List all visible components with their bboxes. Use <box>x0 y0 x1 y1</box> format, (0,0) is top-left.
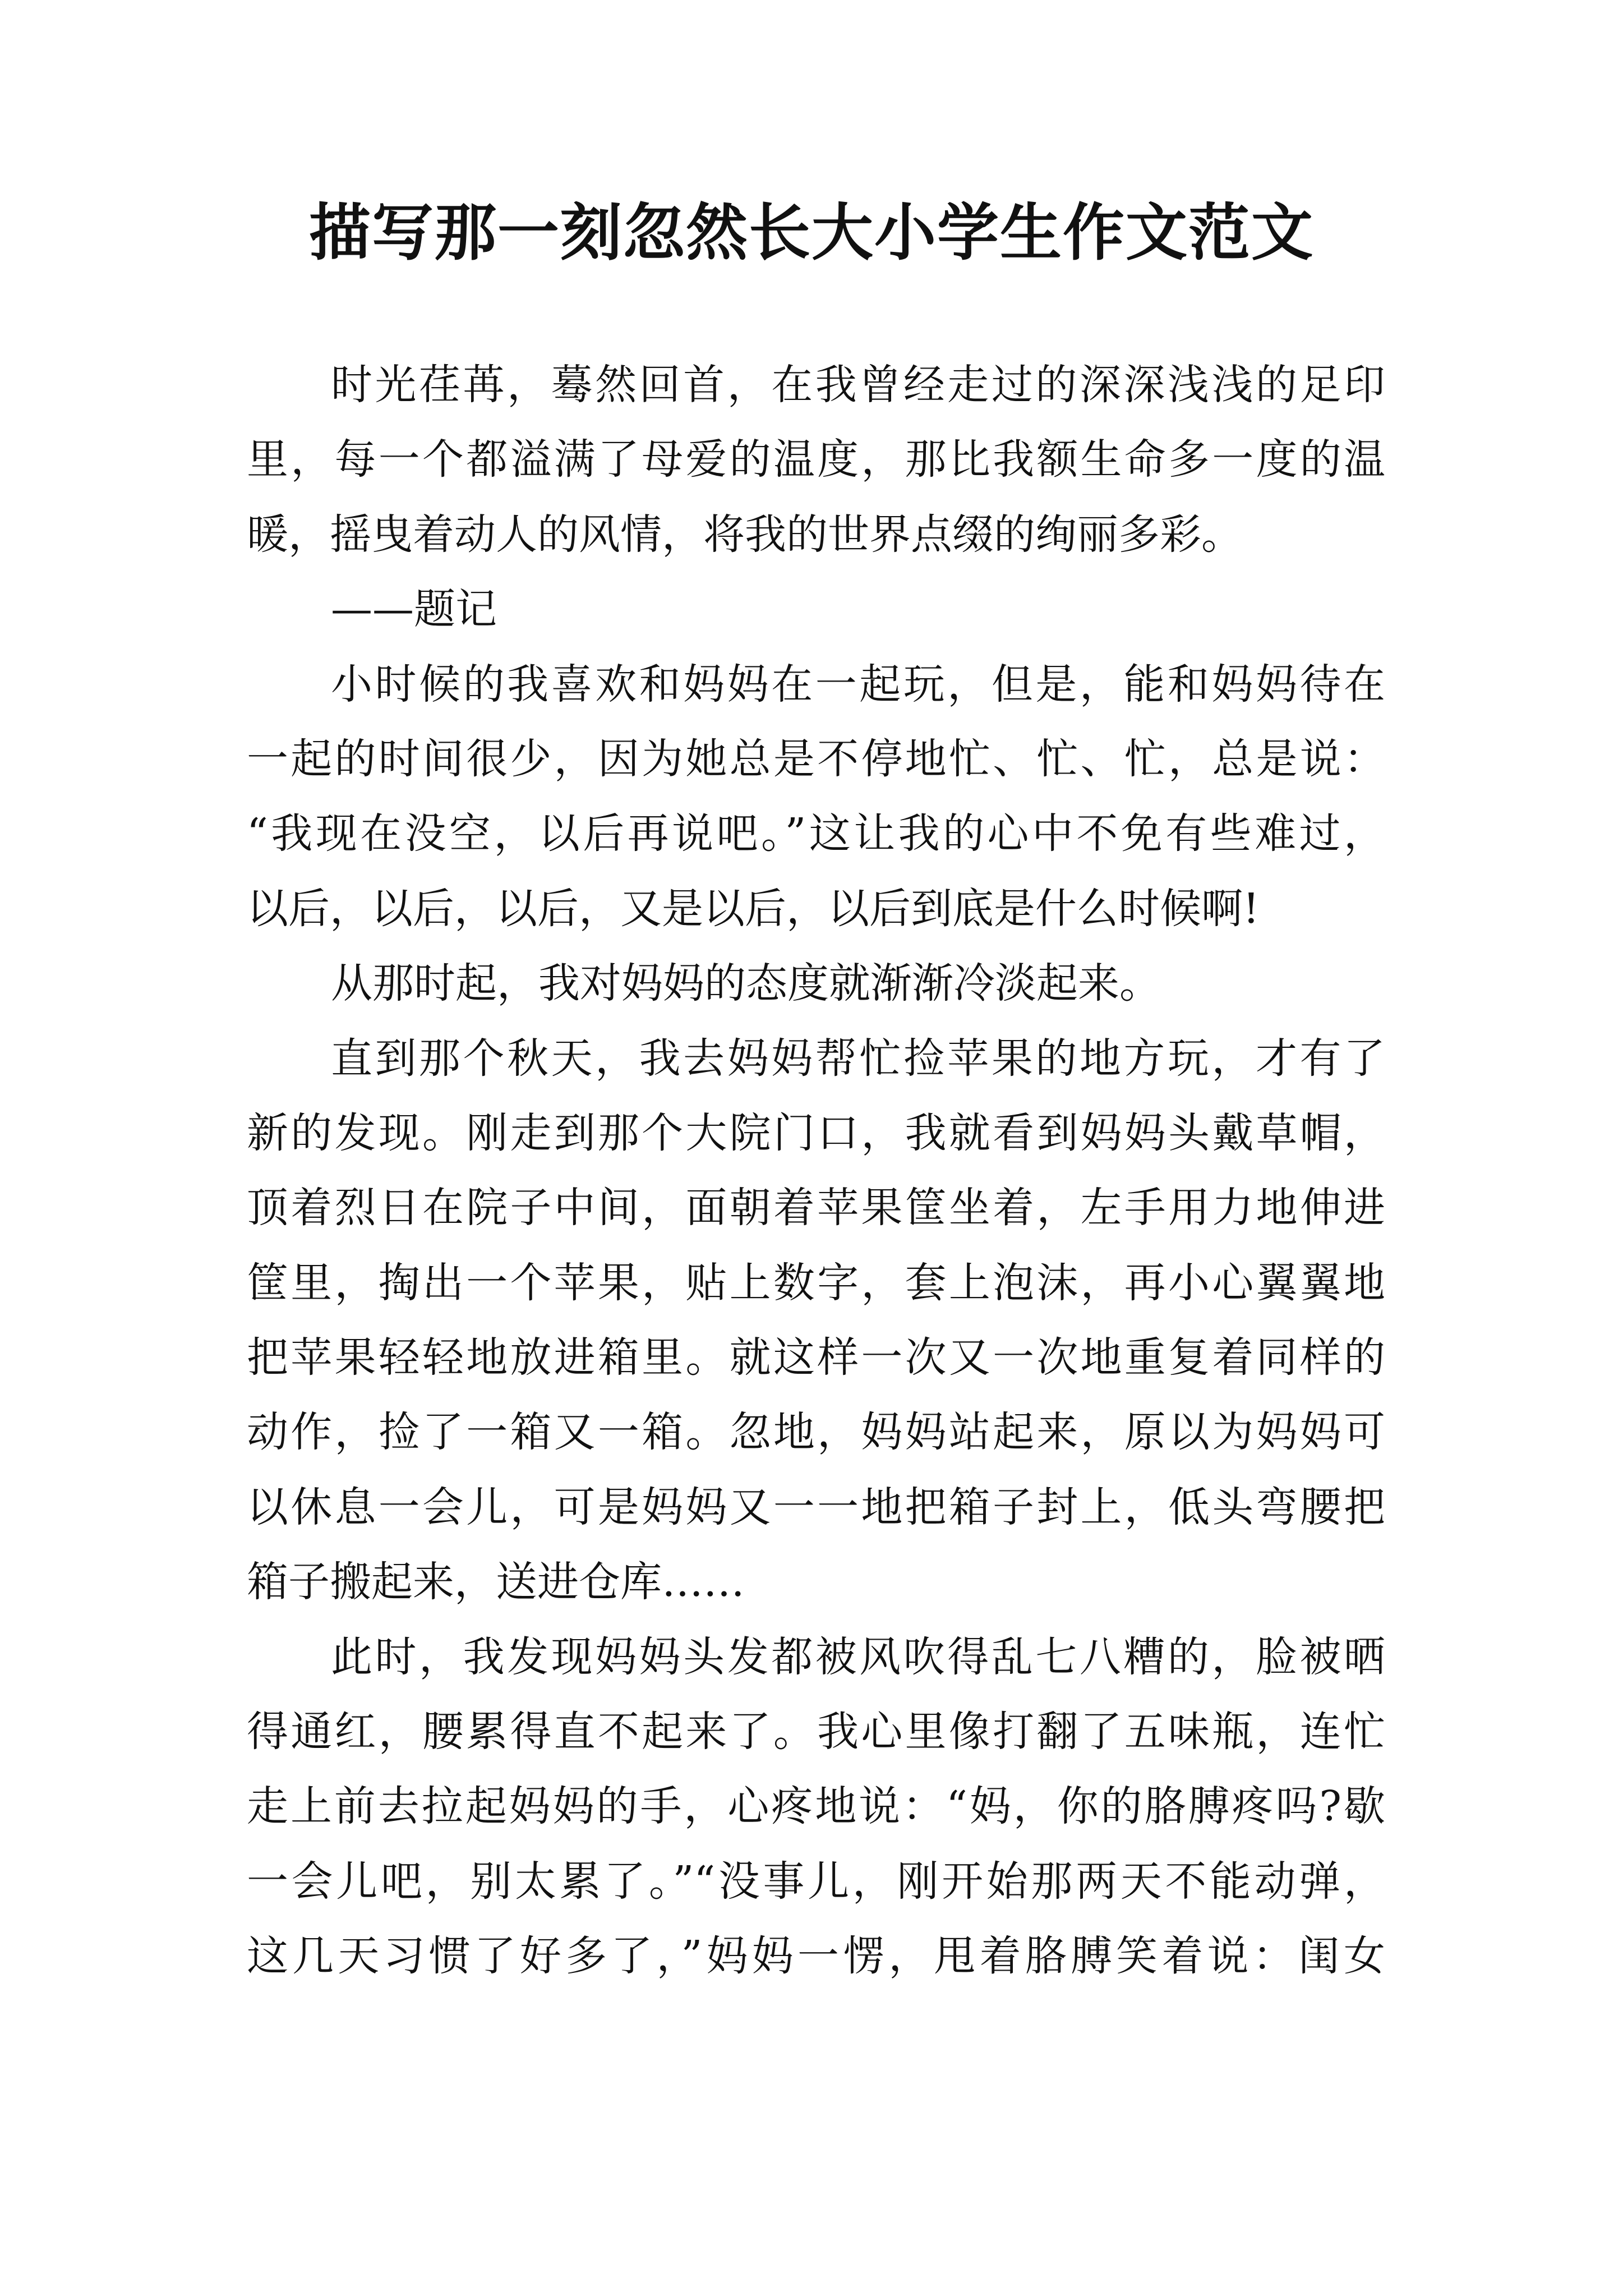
text-line: 新的发现。刚走到那个大院门口，我就看到妈妈头戴草帽， <box>247 1108 1385 1157</box>
text-line: 暖，摇曳着动人的风情，将我的世界点缀的绚丽多彩。 <box>247 510 1243 559</box>
text-line: 时光荏苒，蓦然回首，在我曾经走过的深深浅浅的足印 <box>331 361 1385 409</box>
text-line: 直到那个秋天，我去妈妈帮忙捡苹果的地方玩，才有了 <box>331 1034 1385 1083</box>
text-line: 箱子搬起来，送进仓库…… <box>247 1558 745 1607</box>
text-line: 筐里，掏出一个苹果，贴上数字，套上泡沫，再小心翼翼地 <box>247 1258 1385 1307</box>
text-line: 里，每一个都溢满了母爱的温度，那比我额生命多一度的温 <box>247 435 1385 484</box>
document-body <box>247 348 1385 1994</box>
text-line: 这几天习惯了好多了，”妈妈一愣，甩着胳膊笑着说：闺女 <box>247 1932 1385 1981</box>
text-line: 得通红，腰累得直不起来了。我心里像打翻了五味瓶，连忙 <box>247 1708 1385 1756</box>
text-line: 动作，捡了一箱又一箱。忽地，妈妈站起来，原以为妈妈可 <box>247 1408 1385 1457</box>
text-line: 把苹果轻轻地放进箱里。就这样一次又一次地重复着同样的 <box>247 1333 1385 1382</box>
text-line: 以休息一会儿，可是妈妈又一一地把箱子封上，低头弯腰把 <box>247 1483 1385 1531</box>
text-line: 一起的时间很少，因为她总是不停地忙、忙、忙，总是说： <box>247 734 1385 783</box>
text-line: 从那时起，我对妈妈的态度就渐渐冷淡起来。 <box>331 959 1161 1008</box>
epigraph-attribution: ——题记 <box>331 585 497 634</box>
text-line: 此时，我发现妈妈头发都被风吹得乱七八糟的，脸被晒 <box>331 1632 1385 1681</box>
text-line: “我现在没空，以后再说吧。”这让我的心中不免有些难过， <box>247 809 1385 858</box>
text-line: 走上前去拉起妈妈的手，心疼地说：“妈，你的胳膊疼吗?歇 <box>247 1782 1385 1831</box>
text-line: 小时候的我喜欢和妈妈在一起玩，但是，能和妈妈待在 <box>331 660 1385 708</box>
text-line: 以后，以后，以后，又是以后，以后到底是什么时候啊! <box>247 884 1260 933</box>
document-title: 描写那一刻忽然长大小学生作文范文 <box>309 196 1314 269</box>
text-line: 顶着烈日在院子中间，面朝着苹果筐坐着，左手用力地伸进 <box>247 1184 1385 1232</box>
text-line: 一会儿吧，别太累了。”“没事儿，刚开始那两天不能动弹， <box>247 1857 1385 1906</box>
